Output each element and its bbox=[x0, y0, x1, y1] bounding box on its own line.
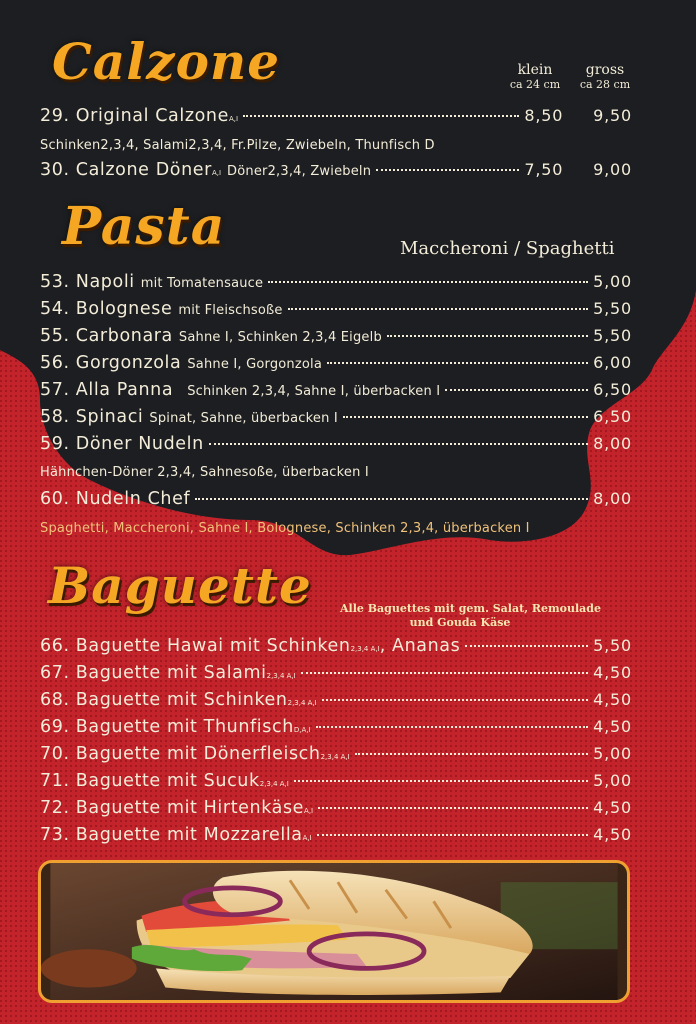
item-name: 68. Baguette mit Schinken bbox=[40, 690, 288, 710]
dot-leader bbox=[318, 807, 588, 809]
price-small: 8,50 bbox=[524, 106, 564, 125]
item-name: 53. Napoli bbox=[40, 272, 135, 292]
allergen-sup: 2,3,4 A,I bbox=[266, 672, 296, 680]
allergen-sup: A,I bbox=[211, 169, 222, 177]
item-name: 72. Baguette mit Hirtenkäse bbox=[40, 798, 305, 818]
item-description: Sahne I, Schinken 2,3,4 Eigelb bbox=[178, 330, 382, 345]
dot-leader bbox=[387, 335, 588, 337]
dot-leader bbox=[445, 389, 588, 391]
item-price: 4,50 bbox=[593, 717, 632, 736]
item-name: 60. Nudeln Chef bbox=[40, 489, 191, 509]
item-59-description: Hähnchen-Döner 2,3,4, Sahnesoße, überbacken I bbox=[40, 465, 369, 480]
item-description: Spinat, Sahne, überbacken I bbox=[149, 411, 338, 426]
menu-item-55 bbox=[40, 326, 632, 350]
dot-leader bbox=[301, 672, 588, 674]
baguette-note: Alle Baguettes mit gem. Salat, Remoulade und Gouda Käse bbox=[340, 602, 601, 629]
item-description: mit Fleischsoße bbox=[178, 303, 283, 318]
dot-leader bbox=[355, 753, 588, 755]
menu-item-54 bbox=[40, 299, 632, 323]
item-price: 8,00 bbox=[593, 489, 632, 508]
allergen-sup: D,A,I bbox=[293, 726, 311, 734]
item-price: 5,00 bbox=[593, 771, 632, 790]
item-name: 57. Alla Panna bbox=[40, 380, 174, 400]
item-name: 29. Original Calzone bbox=[40, 106, 229, 126]
price-large: 9,50 bbox=[593, 106, 632, 125]
item-name: 59. Döner Nudeln bbox=[40, 434, 204, 454]
dot-leader bbox=[294, 780, 588, 782]
calzone-title: Calzone bbox=[52, 32, 281, 91]
item-price: 6,50 bbox=[593, 380, 632, 399]
item-name: 56. Gorgonzola bbox=[40, 353, 182, 373]
allergen-sup: 2,3,4 A,I bbox=[350, 645, 380, 653]
menu-item-72 bbox=[40, 798, 632, 822]
dot-leader bbox=[288, 308, 589, 310]
baguette-title: Baguette bbox=[48, 556, 312, 615]
menu-item-66 bbox=[40, 636, 632, 660]
item-price: 6,00 bbox=[593, 353, 632, 372]
item-price: 4,50 bbox=[593, 690, 632, 709]
item-price: 6,50 bbox=[593, 407, 632, 426]
pasta-title: Pasta bbox=[62, 196, 226, 257]
dot-leader bbox=[465, 645, 588, 647]
item-price: 5,50 bbox=[593, 326, 632, 345]
item-price: 4,50 bbox=[593, 825, 632, 844]
allergen-sup: A,I bbox=[302, 834, 312, 842]
item-name: 67. Baguette mit Salami bbox=[40, 663, 267, 683]
item-price: 5,50 bbox=[593, 299, 632, 318]
item-60-description: Spaghetti, Maccheroni, Sahne I, Bolognese, Schinken 2,3,4, überbacken I bbox=[40, 521, 530, 536]
menu-item-68 bbox=[40, 690, 632, 714]
item-price: 5,00 bbox=[593, 744, 632, 763]
dot-leader bbox=[316, 726, 589, 728]
size-small-header: klein ca 24 cm bbox=[509, 62, 561, 91]
menu-item-53 bbox=[40, 272, 632, 296]
menu-item-67 bbox=[40, 663, 632, 687]
item-name: 70. Baguette mit Dönerfleisch bbox=[40, 744, 321, 764]
item-price: 4,50 bbox=[593, 798, 632, 817]
menu-item-30 bbox=[40, 160, 632, 184]
item-price: 5,00 bbox=[593, 272, 632, 291]
size-large-header: gross ca 28 cm bbox=[579, 62, 631, 91]
item-name: 54. Bolognese bbox=[40, 299, 173, 319]
dot-leader bbox=[268, 281, 588, 283]
item-price: 4,50 bbox=[593, 663, 632, 682]
pasta-subtitle: Maccheroni / Spaghetti bbox=[400, 238, 615, 259]
allergen-sup: A,I bbox=[304, 807, 314, 815]
item-description: Sahne I, Gorgonzola bbox=[187, 357, 323, 372]
menu-item-57 bbox=[40, 380, 632, 404]
menu-item-70 bbox=[40, 744, 632, 768]
dot-leader bbox=[327, 362, 588, 364]
dot-leader bbox=[376, 169, 519, 171]
allergen-sup: 2,3,4 A,I bbox=[320, 753, 350, 761]
item-extra: Döner2,3,4, Zwiebeln bbox=[227, 164, 372, 179]
item-name: , Ananas bbox=[379, 636, 461, 656]
menu-item-29 bbox=[40, 106, 632, 130]
allergen-sup: A,I bbox=[229, 115, 239, 123]
dot-leader bbox=[322, 699, 588, 701]
item-description: mit Tomatensauce bbox=[140, 276, 264, 291]
price-small: 7,50 bbox=[524, 160, 564, 179]
item-description: Schinken 2,3,4, Sahne I, überbacken I bbox=[187, 384, 441, 399]
dot-leader bbox=[195, 498, 588, 500]
dot-leader bbox=[317, 834, 588, 836]
price-large: 9,00 bbox=[593, 160, 632, 179]
item-name: 58. Spinaci bbox=[40, 407, 144, 427]
item-name: 30. Calzone Döner bbox=[40, 160, 212, 180]
menu-item-59 bbox=[40, 434, 632, 458]
dot-leader bbox=[343, 416, 588, 418]
menu-item-60 bbox=[40, 489, 632, 513]
baguette-photo bbox=[38, 860, 630, 1003]
item-name: 66. Baguette Hawai mit Schinken bbox=[40, 636, 351, 656]
menu-item-71 bbox=[40, 771, 632, 795]
dot-leader bbox=[243, 115, 519, 117]
menu-item-73 bbox=[40, 825, 632, 849]
item-name: 73. Baguette mit Mozzarella bbox=[40, 825, 303, 845]
item-price: 8,00 bbox=[593, 434, 632, 453]
item-price: 5,50 bbox=[593, 636, 632, 655]
allergen-sup: 2,3,4 A,I bbox=[259, 780, 289, 788]
menu-item-69 bbox=[40, 717, 632, 741]
menu-item-58 bbox=[40, 407, 632, 431]
menu-item-56 bbox=[40, 353, 632, 377]
sandwich-illustration bbox=[41, 863, 627, 1000]
dot-leader bbox=[209, 443, 588, 445]
item-29-description: Schinken2,3,4, Salami2,3,4, Fr.Pilze, Zwiebeln, Thunfisch D bbox=[40, 138, 435, 153]
item-name: 55. Carbonara bbox=[40, 326, 173, 346]
item-name: 69. Baguette mit Thunfisch bbox=[40, 717, 294, 737]
allergen-sup: 2,3,4 A,I bbox=[287, 699, 317, 707]
item-name: 71. Baguette mit Sucuk bbox=[40, 771, 260, 791]
